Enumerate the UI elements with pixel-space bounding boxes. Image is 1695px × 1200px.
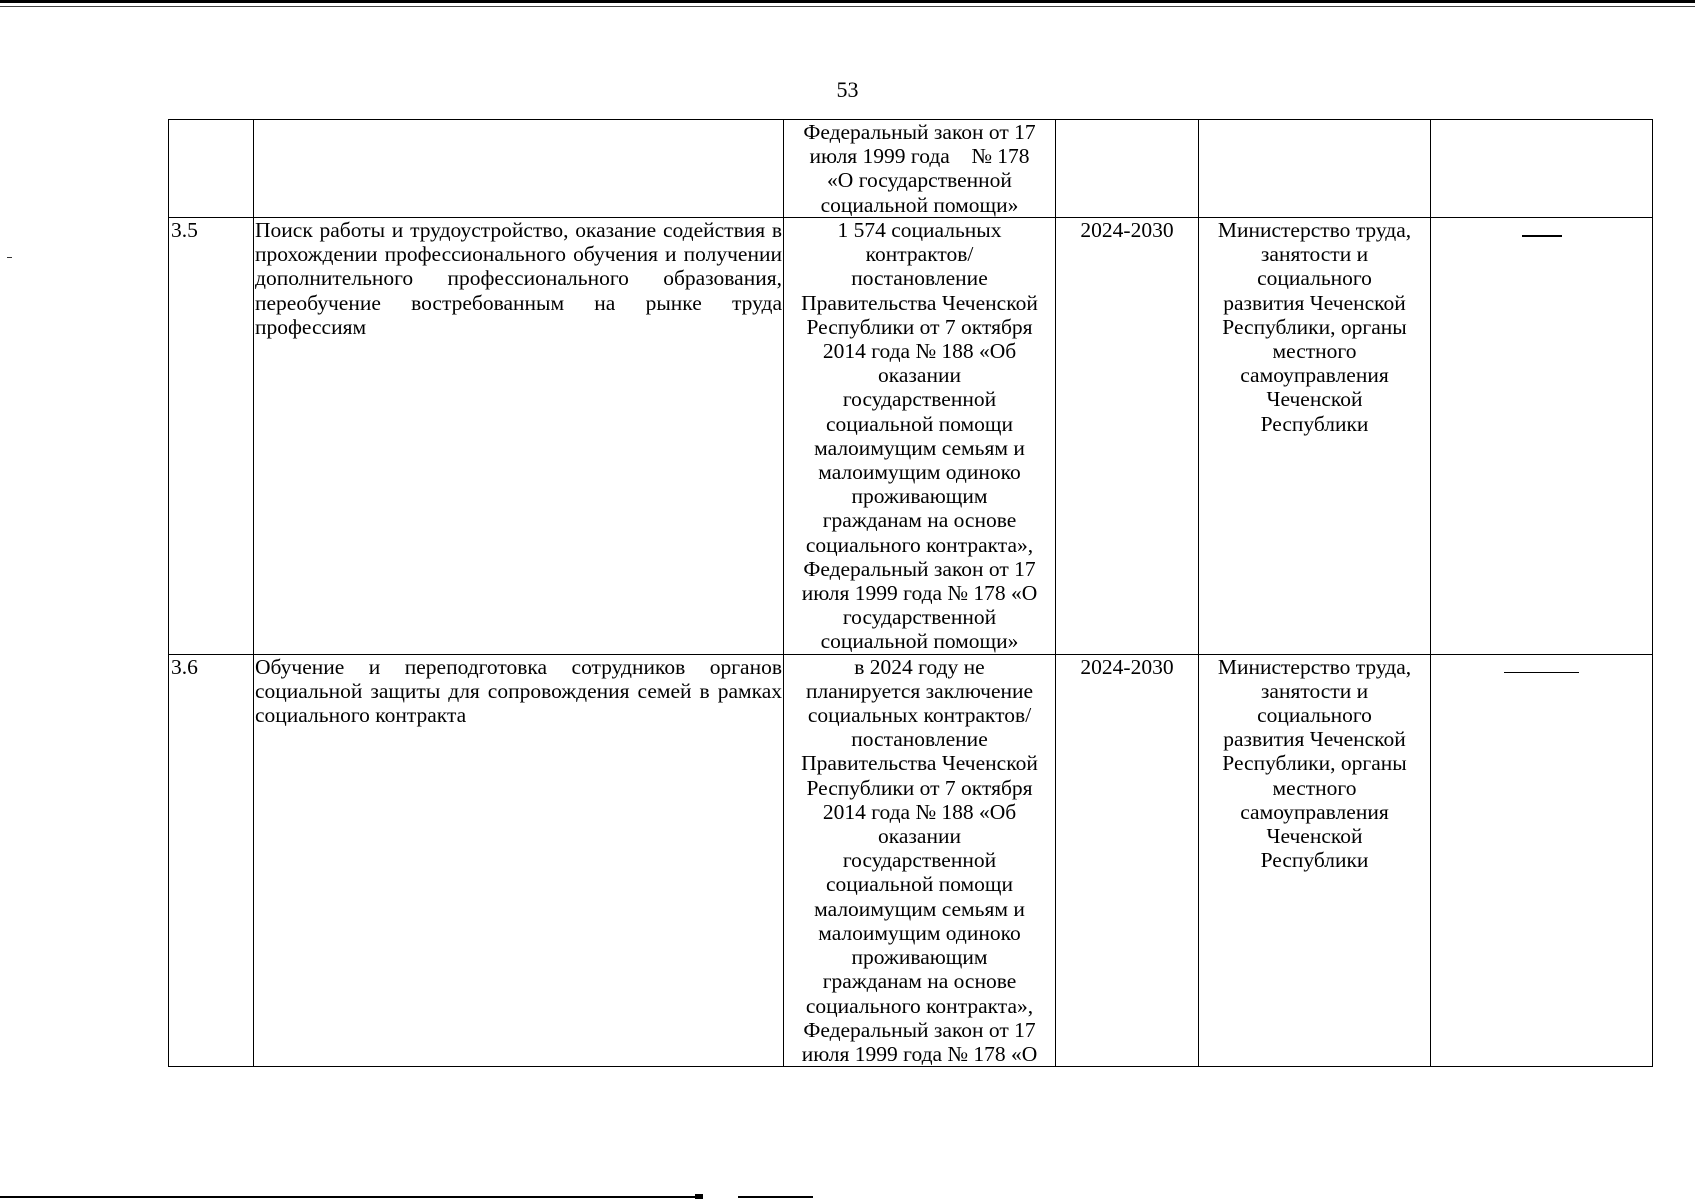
basis-line: оказании xyxy=(878,363,961,388)
program-table xyxy=(168,119,1653,1067)
basis-cell xyxy=(784,120,1056,218)
page-number: 53 xyxy=(836,77,859,102)
bottom-scan-line xyxy=(0,1196,700,1198)
empty-dash xyxy=(1504,672,1579,674)
basis-line: Республики от 7 октября xyxy=(806,775,1033,800)
basis-line: государственной xyxy=(842,605,997,630)
activity-line: социальной защиты для сопровождения семей в xyxy=(255,678,710,703)
bottom-scan-mark xyxy=(695,1194,703,1199)
scan-mark xyxy=(7,257,12,258)
row-number-cell: 3.6 xyxy=(169,654,254,1066)
basis-line: проживающим xyxy=(851,484,988,509)
basis-line: социальной помощи» xyxy=(820,629,1019,654)
basis-line: малоимущим семьям и xyxy=(814,896,1025,921)
period-cell: 2024-2030 xyxy=(1056,218,1199,655)
basis-line: июля 1999 года № 178 «О xyxy=(801,581,1038,606)
table-row xyxy=(169,218,1653,655)
responsible-line: местного xyxy=(1272,339,1357,364)
responsible-line: развития Чеченской xyxy=(1223,727,1406,752)
activity-line: трудоустройство, оказание содействия в xyxy=(410,218,783,242)
basis-line: социальной помощи» xyxy=(820,192,1019,217)
basis-line: 2014 года № 188 «Об xyxy=(822,799,1017,824)
responsible-line: социального xyxy=(1257,703,1372,728)
basis-line: гражданам на основе xyxy=(822,969,1017,994)
empty-dash xyxy=(1522,235,1562,237)
responsible-line: занятости и xyxy=(1260,678,1369,703)
activity-line: образования, переобучение востребованным на xyxy=(255,266,782,315)
basis-line: государственной xyxy=(842,848,997,873)
basis-line: Правительства Чеченской xyxy=(801,290,1038,315)
responsible-line: самоуправления xyxy=(1240,363,1389,388)
responsible-line: социального xyxy=(1257,266,1372,291)
bottom-scan-line-short xyxy=(738,1196,813,1198)
activity-line: получении дополнительного профессионального xyxy=(255,242,782,291)
basis-cell xyxy=(784,218,1056,655)
responsible-line: Министерство труда, xyxy=(1217,218,1412,242)
basis-line: оказании xyxy=(878,824,961,849)
basis-line: июля 1999 года № 178 «О xyxy=(801,1041,1038,1066)
responsible-line: Республики xyxy=(1260,848,1369,873)
activity-line: рамках социального контракта xyxy=(255,678,782,728)
responsible-line: Чеченской xyxy=(1266,824,1363,849)
period-cell: 2024-2030 xyxy=(1056,654,1199,1066)
basis-line: постановление xyxy=(851,727,988,752)
row-number-cell: 3.5 xyxy=(169,218,254,655)
basis-line: июля 1999 года № 178 xyxy=(809,144,1030,169)
activity-text xyxy=(255,655,782,728)
basis-line: Республики от 7 октября xyxy=(806,314,1033,339)
basis-line: Правительства Чеченской xyxy=(801,751,1038,776)
result-cell xyxy=(1431,218,1653,655)
responsible-line: Республики, органы xyxy=(1222,314,1407,339)
result-cell xyxy=(1431,120,1653,218)
responsible-line: развития Чеченской xyxy=(1223,290,1406,315)
activity-line: Обучение и переподготовка сотрудников органов xyxy=(255,654,782,679)
basis-line: малоимущим одиноко xyxy=(818,920,1021,945)
table-row xyxy=(169,654,1653,1066)
basis-line: постановление xyxy=(851,266,988,291)
basis-line: малоимущим одиноко xyxy=(818,460,1021,485)
basis-line: 1 574 социальных xyxy=(837,218,1002,242)
basis-line: государственной xyxy=(842,387,997,412)
top-border-line-thin xyxy=(0,6,1695,7)
basis-line: социальных контрактов/ xyxy=(807,703,1032,728)
row-number-cell xyxy=(169,120,254,218)
responsible-line: Республики xyxy=(1260,411,1369,436)
responsible-line: занятости и xyxy=(1260,242,1369,267)
responsible-cell xyxy=(1199,120,1431,218)
activity-text xyxy=(255,218,782,339)
basis-line: 2014 года № 188 «Об xyxy=(822,339,1017,364)
activity-cell xyxy=(254,218,784,655)
responsible-line: Министерство труда, xyxy=(1217,654,1412,679)
result-cell xyxy=(1431,654,1653,1066)
activity-line: прохождении профессионального обучения и xyxy=(255,242,677,267)
basis-line: «О государственной xyxy=(827,168,1012,193)
responsible-line: местного xyxy=(1272,775,1357,800)
basis-line: в 2024 году не xyxy=(854,654,985,679)
basis-line: гражданам на основе xyxy=(822,508,1017,533)
top-border-line xyxy=(0,0,1695,3)
table-row xyxy=(169,120,1653,218)
activity-cell xyxy=(254,120,784,218)
basis-line: социальной помощи xyxy=(826,411,1013,436)
basis-line: планируется заключение xyxy=(805,678,1034,703)
basis-line: социального контракта», xyxy=(805,532,1034,557)
responsible-line: самоуправления xyxy=(1240,799,1389,824)
activity-line: рынке труда профессиям xyxy=(255,290,783,339)
responsible-line: Республики, органы xyxy=(1222,751,1407,776)
basis-line: проживающим xyxy=(851,945,988,970)
basis-line: Федеральный закон от 17 xyxy=(803,1017,1036,1042)
activity-cell xyxy=(254,654,784,1066)
basis-line: социальной помощи xyxy=(826,872,1013,897)
basis-cell xyxy=(784,654,1056,1066)
basis-line: малоимущим семьям и xyxy=(814,435,1025,460)
basis-line: социального контракта», xyxy=(805,993,1034,1018)
basis-line: контрактов/ xyxy=(865,242,974,267)
activity-line: Поиск работы и xyxy=(255,218,404,242)
period-cell xyxy=(1056,120,1199,218)
responsible-line: Чеченской xyxy=(1266,387,1363,412)
basis-line: Федеральный закон от 17 xyxy=(803,556,1036,581)
basis-line: Федеральный закон от 17 xyxy=(803,120,1036,144)
responsible-cell xyxy=(1199,218,1431,655)
responsible-cell xyxy=(1199,654,1431,1066)
